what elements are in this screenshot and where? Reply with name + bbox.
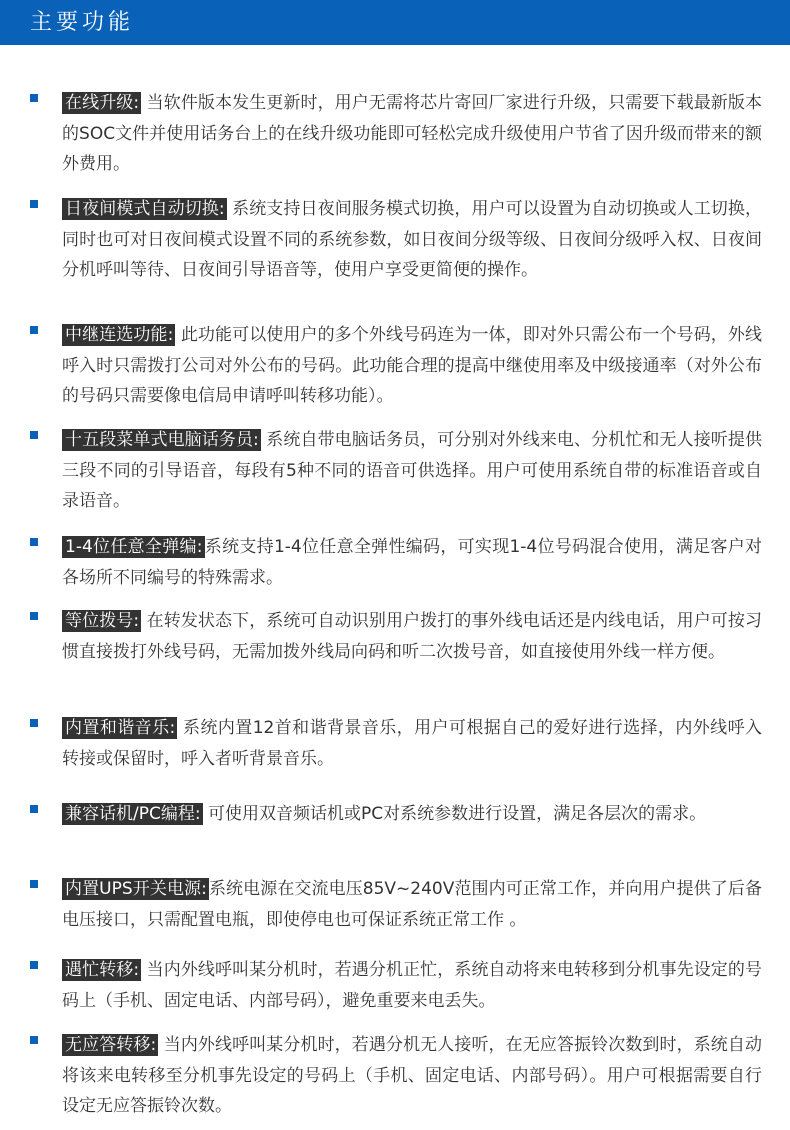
feature-description: 可使用双音频话机或PC对系统参数进行设置，满足各层次的需求。: [202, 804, 707, 824]
feature-text: [62, 713, 762, 774]
feature-description: 当内外线呼叫某分机时，若遇分机正忙，系统自动将来电转移到分机事先设定的号码上（手机、固定电话、内部号码），避免重要来电丢失。: [62, 960, 763, 1011]
feature-description: 系统支持日夜间服务模式切换，用户可以设置为自动切换或人工切换，同时也可对日夜间模式设置不同的系统参数，如日夜间分级等级、日夜间分级呼入权、日夜间分机呼叫等待、日夜间引导语音等，使用户享受更简便的操作。: [62, 199, 763, 280]
feature-label: 遇忙转移:: [62, 959, 141, 981]
bullet-icon: [30, 719, 38, 727]
section-header: [0, 0, 790, 45]
bullet-icon: [30, 805, 38, 813]
feature-label: 中继连选功能:: [62, 324, 175, 346]
feature-description: 系统支持1-4位任意全弹性编码，可实现1-4位号码混合使用，满足客户对各场所不同编号的特殊需求。: [62, 537, 762, 588]
feature-label: 等位拨号:: [62, 610, 141, 632]
feature-label: 内置UPS开关电源:: [62, 878, 209, 900]
feature-text: [62, 606, 762, 667]
feature-text: [62, 425, 762, 517]
feature-label: 无应答转移:: [62, 1034, 158, 1056]
feature-description: 系统内置12首和谐背景音乐，用户可根据自己的爱好进行选择，内外线呼入转接或保留时，呼入者听背景音乐。: [62, 718, 762, 769]
feature-text: [62, 320, 762, 412]
feature-text: [62, 532, 762, 593]
bullet-icon: [30, 961, 38, 969]
feature-text: [62, 88, 762, 180]
feature-description: 系统自带电脑话务员，可分别对外线来电、分机忙和无人接听提供三段不同的引导语音，每段有5种不同的语音可供选择。用户可使用系统自带的标准语音或自录语音。: [62, 430, 762, 511]
feature-label: 兼容话机/PC编程:: [62, 803, 203, 825]
bullet-icon: [30, 1036, 38, 1044]
feature-text: [62, 955, 762, 1016]
feature-label: 十五段菜单式电脑话务员:: [62, 429, 261, 451]
feature-text: [62, 874, 762, 935]
feature-text: [62, 799, 762, 830]
feature-text: [62, 194, 762, 286]
bullet-icon: [30, 431, 38, 439]
bullet-icon: [30, 538, 38, 546]
bullet-icon: [30, 880, 38, 888]
feature-description: 当内外线呼叫某分机时，若遇分机无人接听，在无应答振铃次数到时，系统自动将该来电转移至分机事先设定的号码上（手机、固定电话、内部号码）。用户可根据需要自行设定无应答振铃次数。: [62, 1035, 762, 1116]
section-title: 主要功能: [30, 10, 135, 35]
feature-description: 在转发状态下，系统可自动识别用户拨打的事外线电话还是内线电话，用户可按习惯直接拨打外线号码，无需加拨外线局向码和听二次拨号音，如直接使用外线一样方便。: [62, 611, 763, 662]
feature-label: 1-4位任意全弹编:: [62, 536, 205, 558]
feature-description: 系统电源在交流电压85V~240V范围内可正常工作，并向用户提供了后备电压接口，只需配置电瓶，即使停电也可保证系统正常工作 。: [62, 879, 762, 930]
feature-description: 此功能可以使用户的多个外线号码连为一体，即对外只需公布一个号码，外线呼入时只需拨打公司对外公布的号码。此功能合理的提高中继使用率及中级接通率（对外公布的号码只需要像电信局申请呼叫转移功能）。: [62, 325, 762, 406]
feature-description: 当软件版本发生更新时，用户无需将芯片寄回厂家进行升级，只需要下载最新版本的SOC文件并使用话务台上的在线升级功能即可轻松完成升级使用户节省了因升级而带来的额外费用。: [62, 93, 763, 174]
feature-text: [62, 1030, 762, 1122]
bullet-icon: [30, 94, 38, 102]
feature-label: 日夜间模式自动切换:: [62, 198, 227, 220]
feature-label: 在线升级:: [62, 92, 141, 114]
feature-label: 内置和谐音乐:: [62, 717, 177, 739]
bullet-icon: [30, 200, 38, 208]
bullet-icon: [30, 326, 38, 334]
bullet-icon: [30, 612, 38, 620]
